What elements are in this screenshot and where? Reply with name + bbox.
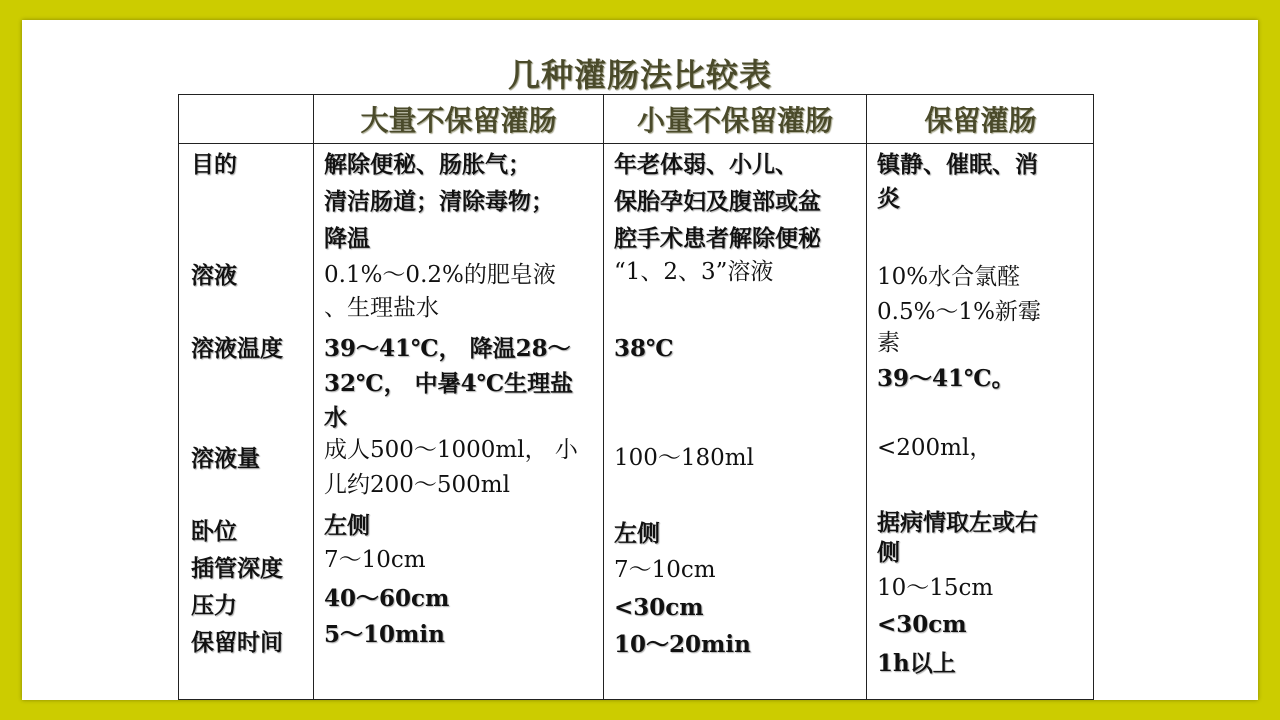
cell-c1-temp-line2: 32℃， 中暑4℃生理盐 xyxy=(324,370,574,397)
cell-c1-purpose-line3: 降温 xyxy=(324,225,370,252)
cell-c2-retention: 10～20min xyxy=(614,631,751,658)
cell-c1-solution-line1: 0.1%～0.2%的肥皂液 xyxy=(324,262,556,288)
header-retention-enema: 保留灌肠 xyxy=(924,104,1037,137)
column-divider xyxy=(313,95,314,699)
label-position: 卧位 xyxy=(191,518,237,545)
header-large-enema: 大量不保留灌肠 xyxy=(360,104,557,137)
cell-c1-volume-line2: 儿约200～500ml xyxy=(324,472,510,498)
cell-c3-pressure: <30cm xyxy=(877,611,967,638)
label-temp: 溶液温度 xyxy=(191,335,283,362)
cell-c1-solution-line2: 、生理盐水 xyxy=(324,295,439,321)
cell-c3-solution2-line1: 0.5%～1%新霉 xyxy=(877,299,1041,325)
cell-c1-depth: 7～10cm xyxy=(324,547,426,573)
cell-c3-purpose-line1: 镇静、催眠、消 xyxy=(877,151,1038,178)
cell-c1-retention: 5～10min xyxy=(324,621,445,648)
cell-c3-position-line2: 侧 xyxy=(877,539,900,566)
cell-c3-solution1: 10%水合氯醛 xyxy=(877,264,1021,290)
cell-c3-temp: 39～41℃。 xyxy=(877,365,1015,392)
cell-c1-temp-line1: 39～41℃， 降温28～ xyxy=(324,335,571,362)
label-volume: 溶液量 xyxy=(191,445,260,472)
cell-c3-depth: 10～15cm xyxy=(877,575,994,601)
label-solution: 溶液 xyxy=(191,262,237,289)
slide xyxy=(22,20,1258,700)
slide-title: 几种灌肠法比较表 xyxy=(507,56,772,94)
cell-c2-temp: 38℃ xyxy=(614,335,674,362)
cell-c1-purpose-line1: 解除便秘、肠胀气； xyxy=(324,151,531,178)
column-divider xyxy=(603,95,604,699)
cell-c3-volume: <200ml， xyxy=(877,435,993,461)
cell-c3-position-line1: 据病情取左或右 xyxy=(877,509,1038,536)
cell-c3-solution2-line2: 素 xyxy=(877,330,900,356)
cell-c2-purpose-line1: 年老体弱、小儿、 xyxy=(614,151,798,178)
cell-c3-retention: 1h以上 xyxy=(877,650,956,677)
cell-c1-pressure: 40～60cm xyxy=(324,585,450,612)
cell-c2-volume: 100～180ml xyxy=(614,445,754,471)
column-divider xyxy=(866,95,867,699)
cell-c1-volume-line1: 成人500～1000ml， 小 xyxy=(324,437,578,463)
comparison-table xyxy=(178,94,1094,700)
label-retention: 保留时间 xyxy=(191,629,283,656)
header-divider xyxy=(179,143,1093,144)
cell-c2-purpose-line3: 腔手术患者解除便秘 xyxy=(614,225,821,252)
label-purpose: 目的 xyxy=(191,151,237,178)
cell-c1-purpose-line2: 清洁肠道；清除毒物； xyxy=(324,188,554,215)
cell-c2-position: 左侧 xyxy=(614,520,660,547)
cell-c1-temp-line3: 水 xyxy=(324,404,347,431)
cell-c2-pressure: <30cm xyxy=(614,594,704,621)
label-pressure: 压力 xyxy=(191,592,237,619)
cell-c2-depth: 7～10cm xyxy=(614,557,716,583)
cell-c1-position: 左侧 xyxy=(324,512,370,539)
cell-c3-purpose-line2: 炎 xyxy=(877,185,900,212)
label-depth: 插管深度 xyxy=(191,555,283,582)
cell-c2-solution: “1、2、3”溶液 xyxy=(614,259,774,285)
cell-c2-purpose-line2: 保胎孕妇及腹部或盆 xyxy=(614,188,821,215)
header-small-enema: 小量不保留灌肠 xyxy=(636,104,833,137)
